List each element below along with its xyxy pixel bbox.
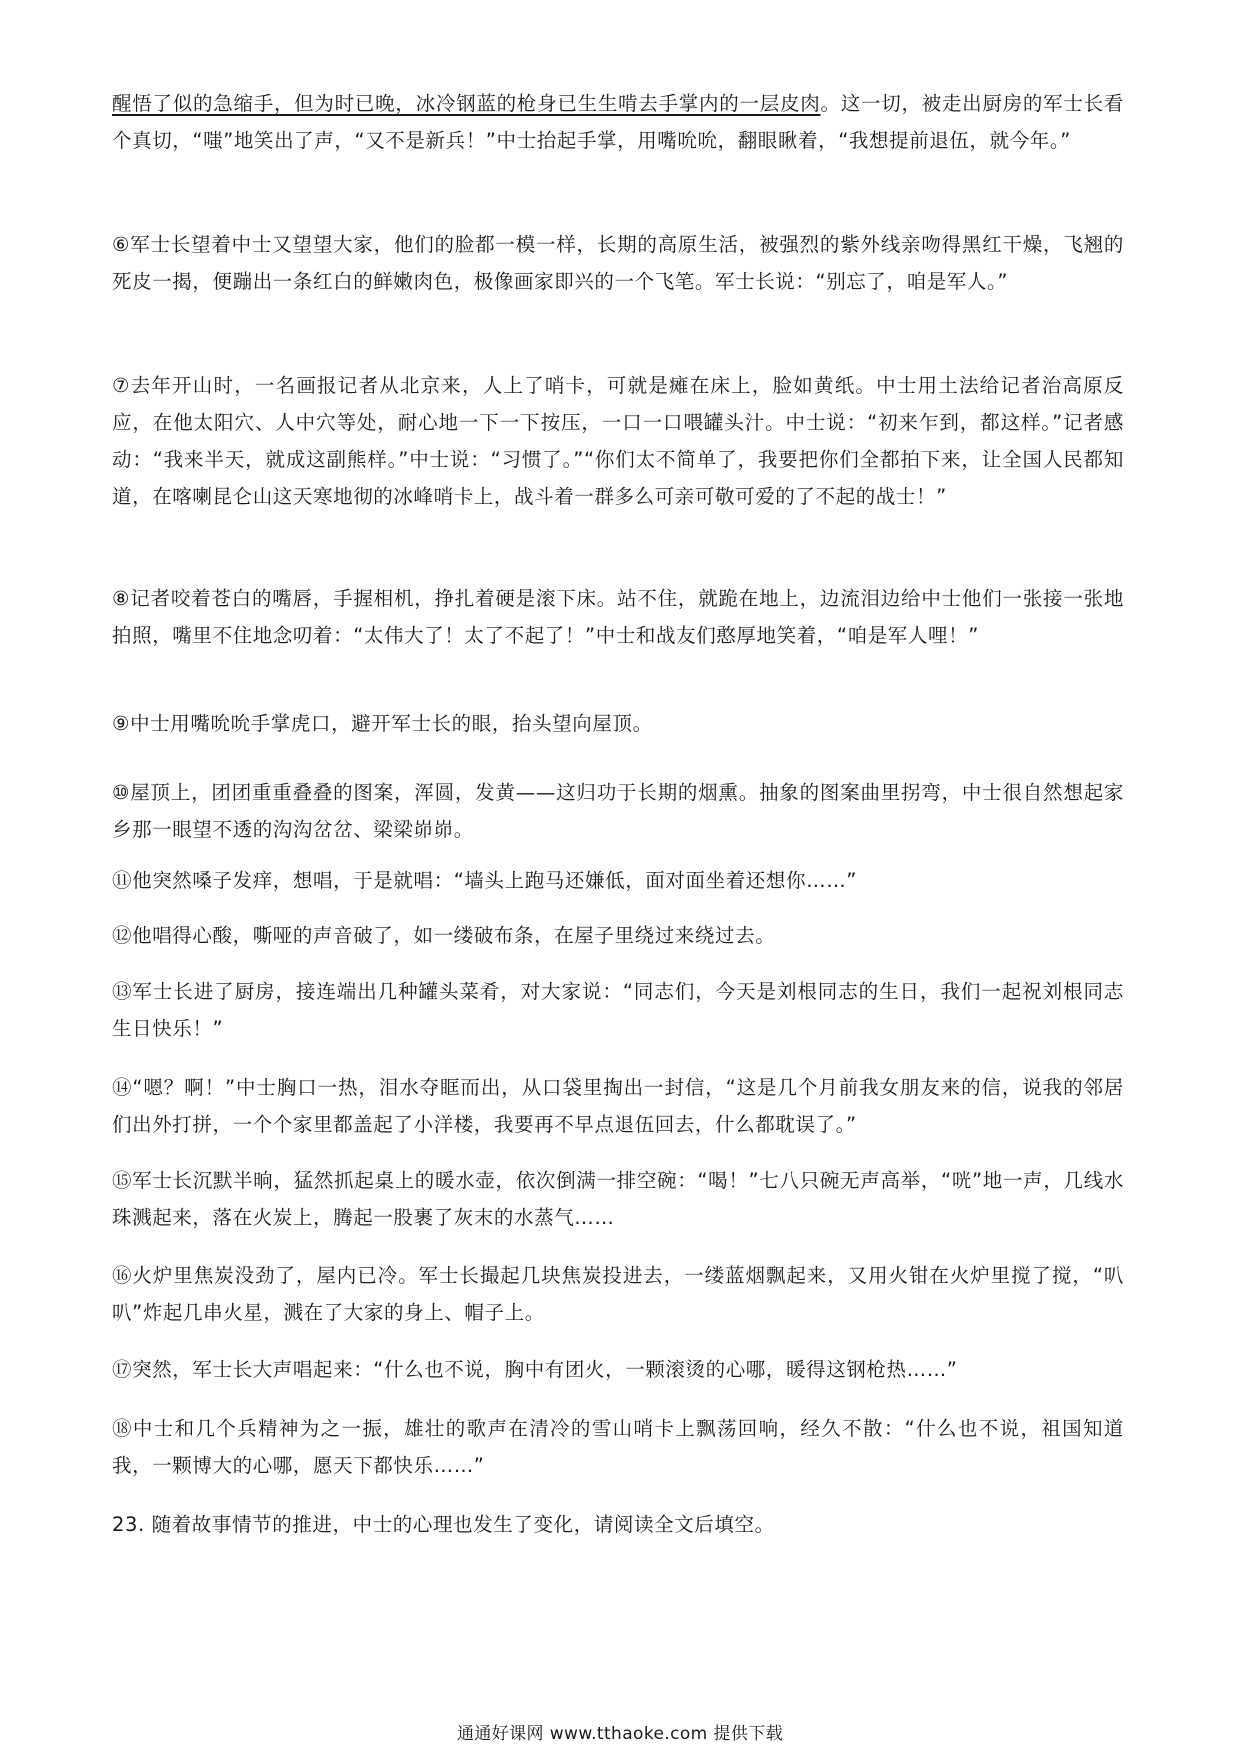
question-23: 23. 随着故事情节的推进，中士的心理也发生了变化，请阅读全文后填空。 bbox=[112, 1513, 775, 1536]
paragraph-14: ⑭“嗯？啊！”中士胸口一热，泪水夺眶而出，从口袋里掏出一封信，“这是几个月前我女朋友来的信，说我的邻居们出外打拼，一个个家里都盖起了小洋楼，我要再不早点退伍回去，什么都耽误了。” bbox=[112, 1076, 1124, 1136]
paragraph-continued bbox=[112, 85, 1124, 159]
paragraph-continued-rest: 。这一切，被走出厨房的军士长看个真切，“嗤”地笑出了声，“又不是新兵！”中士抬起手掌，用嘴吮吮，翻眼瞅着，“我想提前退伍，就今年。” bbox=[112, 92, 1124, 152]
paragraph-6: ⑥军士长望着中士又望望大家，他们的脸都一模一样，长期的高原生活，被强烈的紫外线亲吻得黑红干燥，飞翘的死皮一揭，便蹦出一条红白的鲜嫩肉色，极像画家即兴的一个飞笔。军士长说：“别忘了，咱是军人。” bbox=[112, 233, 1124, 293]
paragraph-7: ⑦去年开山时，一名画报记者从北京来，人上了哨卡，可就是瘫在床上，脸如黄纸。中士用土法给记者治高原反应，在他太阳穴、人中穴等处，耐心地一下一下按压，一口一口喂罐头汁。中士说：“初来乍到，都这样。”记者感动：“我来半天，就成这副熊样。”中士说：“习惯了。”“你们太不简单了，我要把你们全都拍下来，让全国人民都知道，在喀喇昆仑山这天寒地彻的冰峰哨卡上，战斗着一群多么可亲可敬可爱的了不起的战士！” bbox=[112, 374, 1124, 508]
paragraph-9: ⑨中士用嘴吮吮手掌虎口，避开军士长的眼，抬头望向屋顶。 bbox=[112, 712, 653, 735]
paragraph-12: ⑫他唱得心酸，嘶哑的声音破了，如一缕破布条，在屋子里绕过来绕过去。 bbox=[112, 924, 776, 947]
paragraph-16: ⑯火炉里焦炭没劲了，屋内已冷。军士长撮起几块焦炭投进去，一缕蓝烟飘起来，又用火钳在火炉里搅了搅，“叭叭”炸起几串火星，溅在了大家的身上、帽子上。 bbox=[112, 1264, 1124, 1324]
paragraph-18: ⑱中士和几个兵精神为之一振，雄壮的歌声在清冷的雪山哨卡上飘荡回响，经久不散：“什么也不说，祖国知道我，一颗博大的心哪，愿天下都快乐……” bbox=[112, 1417, 1124, 1477]
paragraph-13: ⑬军士长进了厨房，接连端出几种罐头菜肴，对大家说：“同志们，今天是刘根同志的生日，我们一起祝刘根同志生日快乐！” bbox=[112, 980, 1124, 1040]
page-footer: 通通好课网 www.tthaoke.com 提供下载 bbox=[456, 1724, 784, 1744]
paragraph-8: ⑧记者咬着苍白的嘴唇，手握相机，挣扎着硬是滚下床。站不住，就跪在地上，边流泪边给中士他们一张接一张地拍照，嘴里不住地念叨着：“太伟大了！太了不起了！”中士和战友们憨厚地笑着，“咱是军人哩！” bbox=[112, 587, 1124, 647]
paragraph-10: ⑩屋顶上，团团重重叠叠的图案，浑圆，发黄——这归功于长期的烟熏。抽象的图案曲里拐弯，中士很自然想起家乡那一眼望不透的沟沟岔岔、梁梁峁峁。 bbox=[112, 781, 1124, 841]
paragraph-15: ⑮军士长沉默半晌，猛然抓起桌上的暖水壶，依次倒满一排空碗：“喝！”七八只碗无声高举，“咣”地一声，几线水珠溅起来，落在火炭上，腾起一股裹了灰末的水蒸气…… bbox=[112, 1169, 1125, 1229]
paragraph-11: ⑪他突然嗓子发痒，想唱，于是就唱：“墙头上跑马还嫌低，面对面坐着还想你……” bbox=[112, 869, 858, 892]
underlined-sentence: 醒悟了似的急缩手，但为时已晚，冰冷钢蓝的枪身已生生啃去手掌内的一层皮肉 bbox=[112, 92, 821, 115]
paragraph-17: ⑰突然，军士长大声唱起来：“什么也不说，胸中有团火，一颗滚烫的心哪，暖得这钢枪热……” bbox=[112, 1358, 958, 1381]
